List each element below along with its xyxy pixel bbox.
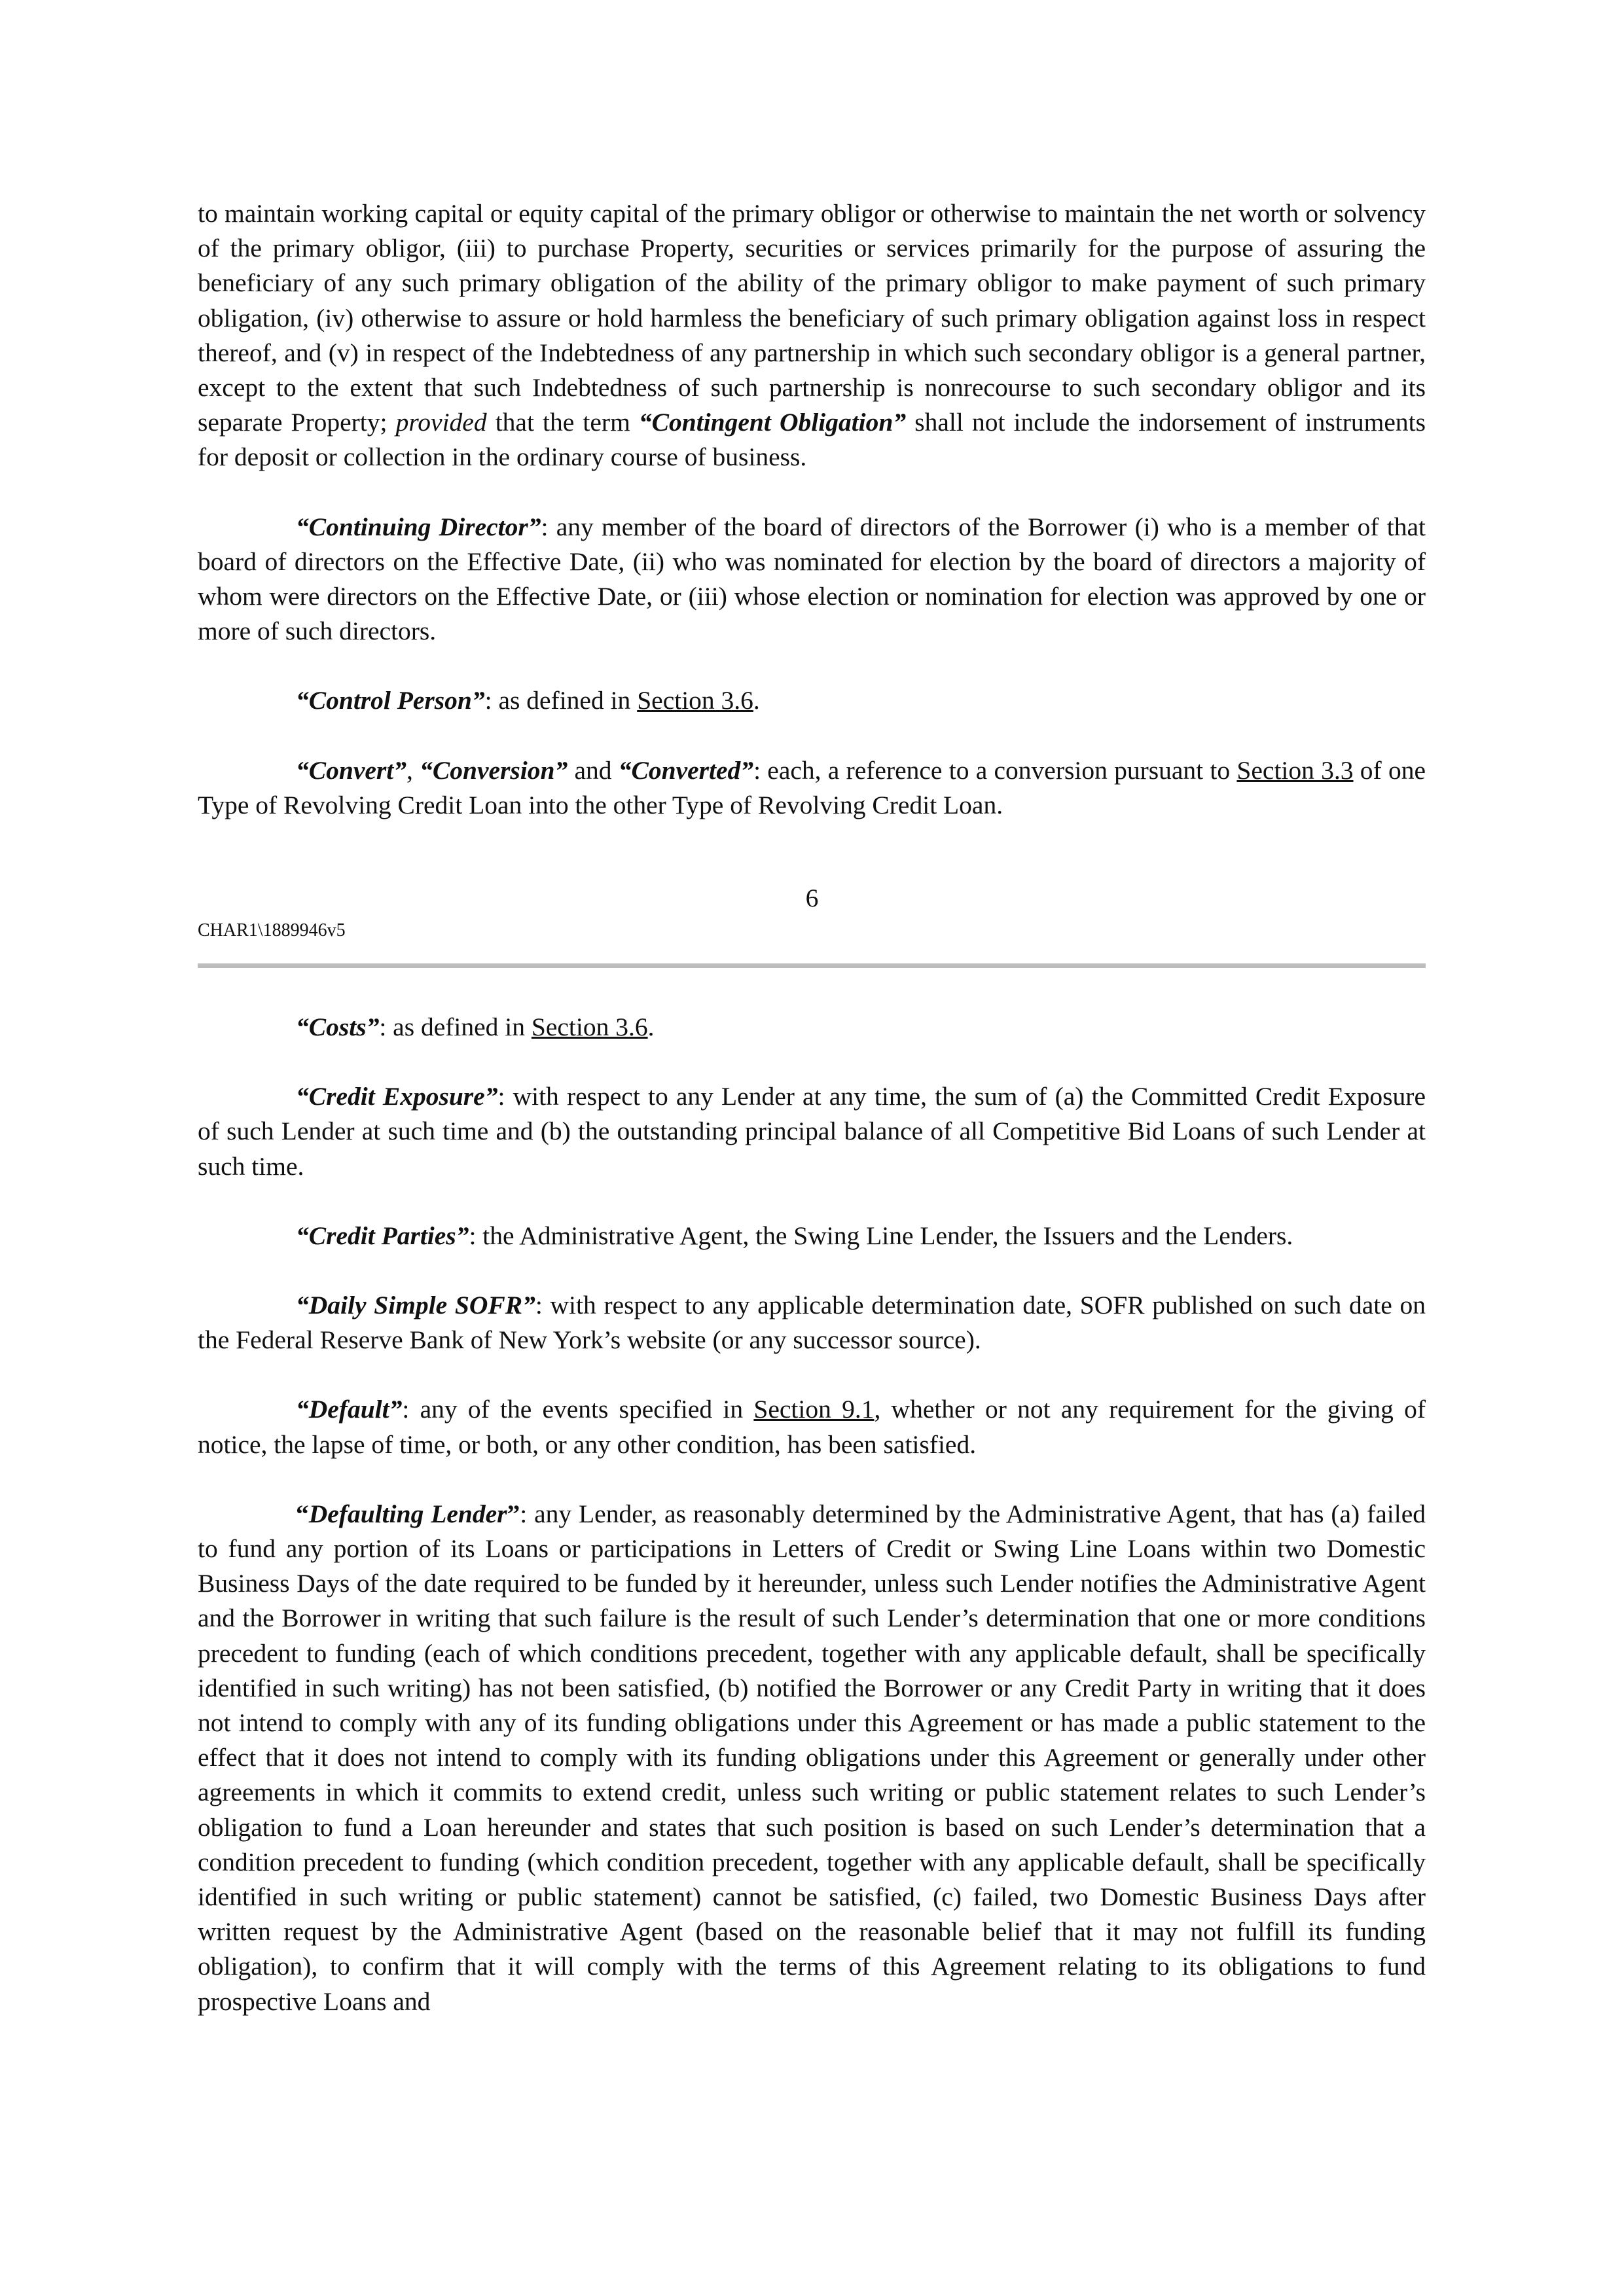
defined-term: “Costs” xyxy=(296,1013,380,1041)
page-number: 6 xyxy=(805,884,819,912)
definition-credit-parties: “Credit Parties”: the Administrative Agent, the Swing Line Lender, the Issuers and the Lenders. xyxy=(296,1221,1293,1250)
defined-term: “Control Person” xyxy=(296,686,485,715)
defined-term-contingent-obligation: “Contingent Obligation” xyxy=(638,408,907,437)
definition-default: “Default”: any of the events specified in Section 9.1, whether or not any requirement for the giving of notice, the lapse of time, or both, or any other condition, has been satisfied. xyxy=(198,1395,1426,1459)
section-reference-link: Section 3.6 xyxy=(637,686,753,715)
section-reference-link: Section 3.6 xyxy=(531,1013,648,1041)
defined-term: “Converted” xyxy=(618,755,754,785)
document-id: CHAR1\1889946v5 xyxy=(198,920,346,941)
defined-term: “Conversion” xyxy=(420,755,568,785)
definition-daily-simple-sofr: “Daily Simple SOFR”: with respect to any applicable determination date, SOFR published on such date on the Federal Reserve Bank of New York’s website (or any successor source). xyxy=(198,1291,1426,1355)
defined-term: “Convert” xyxy=(296,755,406,785)
definition-continuing-director xyxy=(198,510,1426,649)
defined-term: “Daily Simple SOFR” xyxy=(296,1291,535,1320)
defined-term: “Default” xyxy=(296,1395,403,1424)
defined-term: “Credit Exposure” xyxy=(296,1082,498,1111)
section-reference-link: Section 9.1 xyxy=(753,1395,875,1424)
page-top-section xyxy=(198,196,1426,823)
definition-costs: “Costs”: as defined in Section 3.6. xyxy=(296,1013,655,1041)
definition-convert: “Convert”, “Conversion” and “Converted”: each, a reference to a conversion pursuant to Section 3.3 of one Type of Revolving Credit Loan into the other Type of Revolving Credit Loan. xyxy=(198,755,1426,819)
defined-term: “Continuing Director” xyxy=(296,512,541,541)
definition-credit-exposure: “Credit Exposure”: with respect to any Lender at any time, the sum of (a) the Committed Credit Exposure of such Lender at such time and (b) the outstanding principal balance of all Competitive Bid Loans of such Lender at such time. xyxy=(198,1082,1426,1181)
contingent-obligation-carryover-paragraph: to maintain working capital or equity capital of the primary obligor or otherwise to maintain the net worth or solvency of the primary obligor, (iii) to purchase Property, securities or services primarily for the purpose of assuring the beneficiary of any such primary obligation of the ability of the primary obligor to make payment of such primary obligation, (iv) otherwise to assure or hold harmless the beneficiary of such primary obligation against loss in respect thereof, and (v) in respect of the Indebtedness of any partnership in which such secondary obligor is a general partner, except to the extent that such Indebtedness of such partnership is nonrecourse to such secondary obligor and its separate Property; provided that the term “Contingent Obligation” shall not include the indorsement of instruments for deposit or collection in the ordinary course of business. xyxy=(198,199,1426,472)
definition-defaulting-lender: “Defaulting Lender”: any Lender, as reasonably determined by the Administrative Agent, that has (a) failed to fund any portion of its Loans or participations in Letters of Credit or Swing Line Loans within two Domestic Business Days of the date required to be funded by it hereunder, unless such Lender notifies the Administrative Agent and the Borrower in writing that such failure is the result of such Lender’s determination that one or more conditions precedent to funding (each of which conditions precedent, together with any applicable default, shall be specifically identified in such writing) has not been satisfied, (b) notified the Borrower or any Credit Party in writing that it does not intend to comply with any of its funding obligations under this Agreement or has made a public statement to the effect that it does not intend to comply with its funding obligations under this Agreement or generally under other agreements in which it commits to extend credit, unless such writing or public statement relates to such Lender’s obligation to fund a Loan hereunder and states that such position is based on such Lender’s determination that a condition precedent to funding (which condition precedent, together with any applicable default, shall be specifically identified in such writing or public statement) cannot be satisfied, (c) failed, two Domestic Business Days after written request by the Administrative Agent (based on the reasonable belief that it may not fulfill its funding obligation), to confirm that it will comply with the terms of this Agreement relating to its obligations to fund prospective Loans and xyxy=(198,1499,1426,2016)
provided-word: provided xyxy=(395,408,487,437)
definition-text: : any member of the board of directors of the Borrower (i) who is a member of that board of directors on the Effective Date, (ii) who was nominated for election by the board of directors a majority of whom were directors on the Effective Date, or (iii) whose election or nomination for election was approved by one or more of such directors. xyxy=(198,512,1426,646)
defined-term: Defaulting Lender xyxy=(308,1499,507,1528)
page-break-divider xyxy=(198,963,1426,968)
page-bottom-section xyxy=(198,1010,1426,2019)
defined-term: “Credit Parties” xyxy=(296,1221,469,1250)
definition-control-person: “Control Person”: as defined in Section 3.6. xyxy=(296,686,760,715)
section-reference-link: Section 3.3 xyxy=(1236,755,1354,785)
